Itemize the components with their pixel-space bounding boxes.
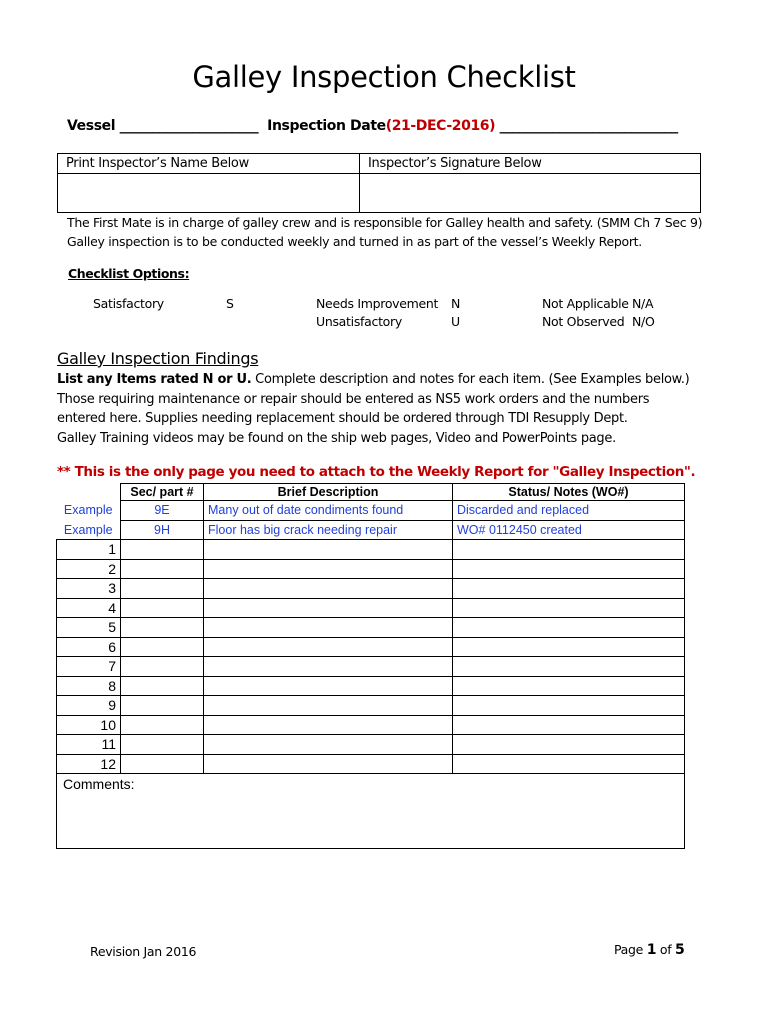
table-row [57,559,685,579]
table-header-row [57,484,685,501]
description-cell[interactable] [204,618,453,638]
row-number: 11 [57,735,121,755]
row-number: 7 [57,657,121,677]
comments-row [57,774,685,849]
checklist-options-heading: Checklist Options: [68,266,190,281]
findings-text: Galley Training videos may be found on the ship web pages, Video and PowerPoints page. [57,430,616,446]
example-label: Example [57,501,121,521]
row-number: 12 [57,754,121,774]
example-sec: 9H [121,520,204,540]
table-row [57,579,685,599]
description-cell[interactable] [204,637,453,657]
row-number: 9 [57,696,121,716]
example-row [57,520,685,540]
page-title: Galley Inspection Checklist [192,60,576,94]
description-cell[interactable] [204,676,453,696]
findings-text: entered here. Supplies needing replacement should be ordered through TDI Resupply Dept. [57,411,628,426]
inspection-date-label: Inspection Date [267,118,386,134]
example-status: Discarded and replaced [453,501,685,521]
row-number: 5 [57,618,121,638]
findings-text: Those requiring maintenance or repair should be entered as NS5 work orders and the numbers [57,391,650,407]
findings-table [56,483,685,849]
example-status: WO# 0112450 created [453,520,685,540]
row-number: 8 [57,676,121,696]
table-row [57,637,685,657]
sec-cell[interactable] [121,618,204,638]
example-label: Example [57,520,121,540]
sec-cell[interactable] [121,676,204,696]
comments-field[interactable]: Comments: [57,774,685,849]
status-cell[interactable] [453,540,685,560]
row-number: 2 [57,559,121,579]
findings-instructions [57,370,707,448]
option-code: N [451,296,461,311]
sec-cell[interactable] [121,540,204,560]
example-sec: 9E [121,501,204,521]
inspector-signature-label: Inspector’s Signature Below [360,154,701,174]
sec-cell[interactable] [121,696,204,716]
page-number: Page 1 of 5 [614,942,685,958]
intro-text [67,213,702,251]
example-row [57,501,685,521]
row-number: 1 [57,540,121,560]
description-cell[interactable] [204,579,453,599]
vessel-field[interactable]: _____________________ [119,118,259,134]
sec-cell[interactable] [121,754,204,774]
inspection-date-value: (21-DEC-2016) [385,118,496,134]
description-cell[interactable] [204,657,453,677]
table-row [57,540,685,560]
sec-cell[interactable] [121,715,204,735]
total-pages: 5 [675,942,685,958]
inspector-table [57,153,701,213]
inspector-name-field[interactable] [58,174,360,213]
attach-note: ** This is the only page you need to attach to the Weekly Report for "Galley Inspection". [57,464,696,480]
vessel-label: Vessel [67,118,116,134]
option-label: Not Observed [542,314,625,329]
status-cell[interactable] [453,657,685,677]
inspector-signature-field[interactable] [360,174,701,213]
option-code: N/A [632,296,654,311]
sec-cell[interactable] [121,657,204,677]
description-cell[interactable] [204,540,453,560]
status-cell[interactable] [453,559,685,579]
option-label: Not Applicable [542,296,629,311]
description-cell[interactable] [204,696,453,716]
table-row [57,696,685,716]
table-row [57,715,685,735]
status-cell[interactable] [453,696,685,716]
status-cell[interactable] [453,637,685,657]
findings-text: Complete description and notes for each item. (See Examples below.) [251,372,690,387]
intro-line: The First Mate is in charge of galley crew and is responsible for Galley health and safety. (SMM Ch 7 Sec 9) [67,215,703,230]
header-status-notes: Status/ Notes (WO#) [453,484,685,501]
sec-cell[interactable] [121,559,204,579]
sec-cell[interactable] [121,579,204,599]
status-cell[interactable] [453,715,685,735]
header-brief-description: Brief Description [204,484,453,501]
row-number: 6 [57,637,121,657]
current-page: 1 [646,942,657,958]
findings-lead: List any Items rated N or U. [57,372,252,387]
option-code: U [451,314,460,329]
revision-text: Revision Jan 2016 [90,944,197,959]
option-code: S [226,296,234,311]
table-row [57,735,685,755]
header-sec-part: Sec/ part # [121,484,204,501]
option-label: Needs Improvement [316,296,439,311]
inspector-name-label: Print Inspector’s Name Below [58,154,360,174]
description-cell[interactable] [204,598,453,618]
status-cell[interactable] [453,735,685,755]
vessel-date-line [67,118,678,134]
example-desc: Many out of date condiments found [204,501,453,521]
status-cell[interactable] [453,618,685,638]
option-label: Satisfactory [93,296,164,311]
table-row [57,676,685,696]
description-cell[interactable] [204,559,453,579]
option-label: Unsatisfactory [316,314,402,329]
status-cell[interactable] [453,579,685,599]
row-number: 4 [57,598,121,618]
sec-cell[interactable] [121,637,204,657]
sec-cell[interactable] [121,735,204,755]
table-row [57,598,685,618]
description-cell[interactable] [204,735,453,755]
description-cell[interactable] [204,754,453,774]
row-number: 10 [57,715,121,735]
status-cell[interactable] [453,676,685,696]
table-row [57,754,685,774]
table-row [57,657,685,677]
status-cell[interactable] [453,598,685,618]
status-cell[interactable] [453,754,685,774]
inspection-date-field[interactable]: ___________________________ [499,118,678,134]
option-code: N/O [632,314,655,329]
example-desc: Floor has big crack needing repair [204,520,453,540]
description-cell[interactable] [204,715,453,735]
findings-heading: Galley Inspection Findings [57,349,259,368]
table-row [57,618,685,638]
intro-line: Galley inspection is to be conducted weekly and turned in as part of the vessel’s Weekly Report. [67,234,642,249]
row-number: 3 [57,579,121,599]
sec-cell[interactable] [121,598,204,618]
